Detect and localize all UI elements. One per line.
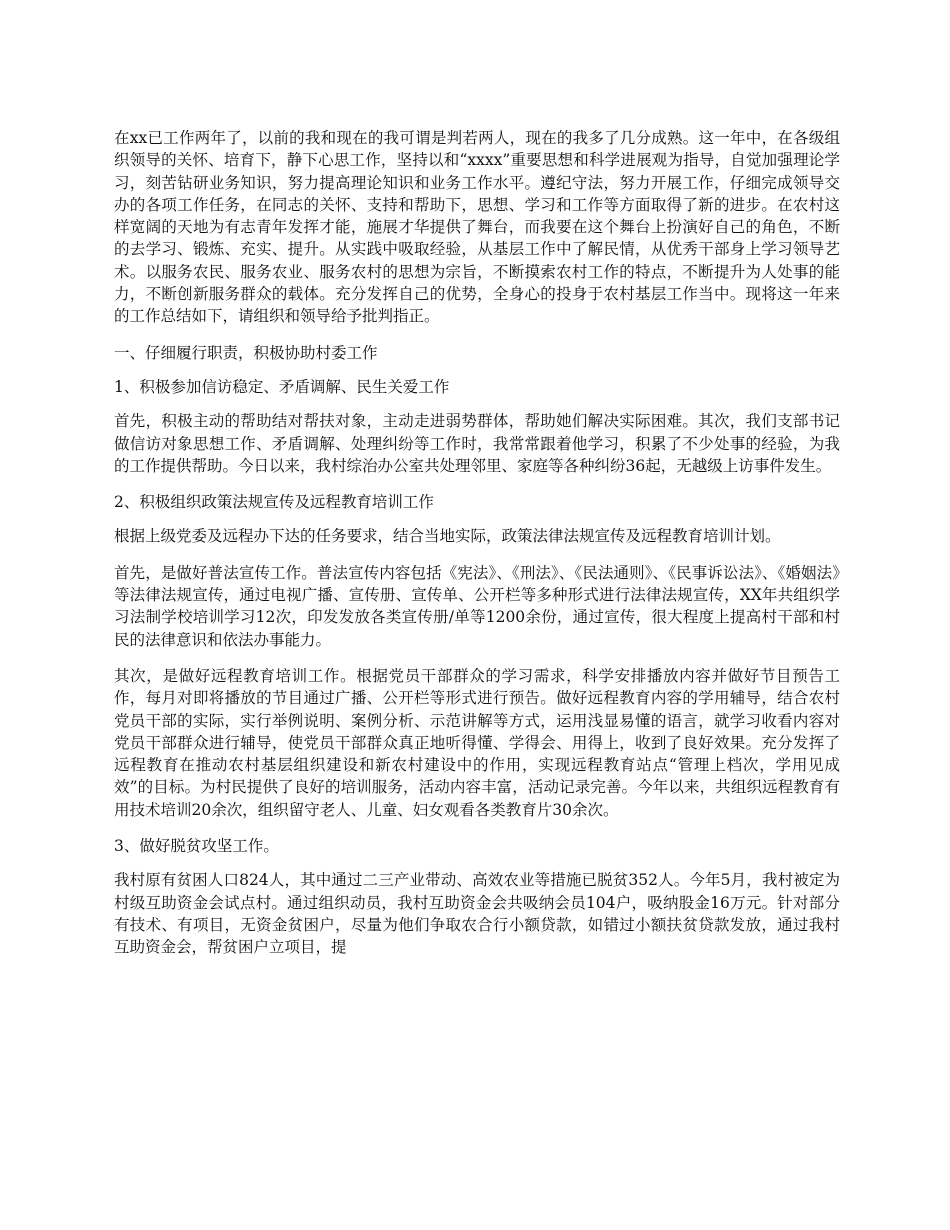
subsection-heading-3: 3、做好脱贫攻坚工作。 xyxy=(114,837,279,856)
intro-paragraph: 在xx已工作两年了，以前的我和现在的我可谓是判若两人，现在的我多了几分成熟。这一年中，在各级组织领导的关怀、培育下，静下心思工作，坚持以和“xxxx”重要思想和科学进展观为指导，自觉加强理论学习，刻苦钻研业务知识，努力提高理论知识和业务工作水平。遵纪守法，努力开展工作，仔细完成领导交办的各项工作任务，在同志的关怀、支持和帮助下，思想、学习和工作等方面取得了新的进步。在农村这样宽阔的天地为有志青年发挥才能，施展才华提供了舞台，而我要在这个舞台上扮演好自己的角色，不断的去学习、锻炼、充实、提升。从实践中吸取经验，从基层工作中了解民情，从优秀干部身上学习领导艺术。以服务农民、服务农业、服务农村的思想为宗旨，不断摸索农村工作的特点，不断提升为人处事的能力，不断创新服务群众的载体。充分发挥自己的优势，全身心的投身于农村基层工作当中。现将这一年来的工作总结如下，请组织和领导给予批判指正。 xyxy=(114,129,840,326)
section-heading-1: 一、仔细履行职责，积极协助村委工作 xyxy=(114,343,378,362)
document-body xyxy=(114,127,840,973)
paragraph-petition-work: 首先，积极主动的帮助结对帮扶对象，主动走进弱势群体，帮助她们解决实际困难。其次，我们支部书记做信访对象思想工作、矛盾调解、处理纠纷等工作时，我常常跟着他学习，积累了不少处事的经验，为我的工作提供帮助。今日以来，我村综治办公室共处理邻里、家庭等各种纠纷36起，无越级上访事件发生。 xyxy=(114,412,840,475)
paragraph-poverty-alleviation: 我村原有贫困人口824人，其中通过二三产业带动、高效农业等措施已脱贫352人。今年5月，我村被定为村级互助资金会试点村。通过组织动员，我村互助资金会共吸纳会员104户，吸纳股金16万元。针对部分有技术、有项目，无资金贫困户，尽量为他们争取农合行小额贷款，如错过小额扶贫贷款发放，通过我村互助资金会，帮贫困户立项目，提 xyxy=(114,871,840,957)
paragraph-remote-education: 其次，是做好远程教育培训工作。根据党员干部群众的学习需求，科学安排播放内容并做好节目预告工作，每月对即将播放的节目通过广播、公开栏等形式进行预告。做好远程教育内容的学用辅导，结合农村党员干部的实际，实行举例说明、案例分析、示范讲解等方式，运用浅显易懂的语言，就学习收看内容对党员干部群众进行辅导，使党员干部群众真正地听得懂、学得会、用得上，收到了良好效果。充分发挥了远程教育在推动农村基层组织建设和新农村建设中的作用，实现远程教育站点“管理上档次，学用见成效”的目标。为村民提供了良好的培训服务，活动内容丰富，活动记录完善。今年以来，共组织远程教育有用技术培训20余次，组织留守老人、儿童、妇女观看各类教育片30余次。 xyxy=(114,666,840,819)
paragraph-training-plan: 根据上级党委及远程办下达的任务要求，结合当地实际，政策法律法规宣传及远程教育培训计划。 xyxy=(114,527,781,546)
subsection-heading-1: 1、积极参加信访稳定、矛盾调解、民生关爱工作 xyxy=(114,377,450,396)
paragraph-legal-publicity: 首先，是做好普法宣传工作。普法宣传内容包括《宪法》、《刑法》、《民法通则》、《民事诉讼法》、《婚姻法》等法律法规宣传，通过电视广播、宣传册、宣传单、公开栏等多种形式进行法律法规宣传，XX年共组织学习法制学校培训学习12次，印发发放各类宣传册/单等1200余份，通过宣传，很大程度上提高村干部和村民的法律意识和依法办事能力。 xyxy=(114,563,840,649)
subsection-heading-2: 2、积极组织政策法规宣传及远程教育培训工作 xyxy=(114,493,434,512)
